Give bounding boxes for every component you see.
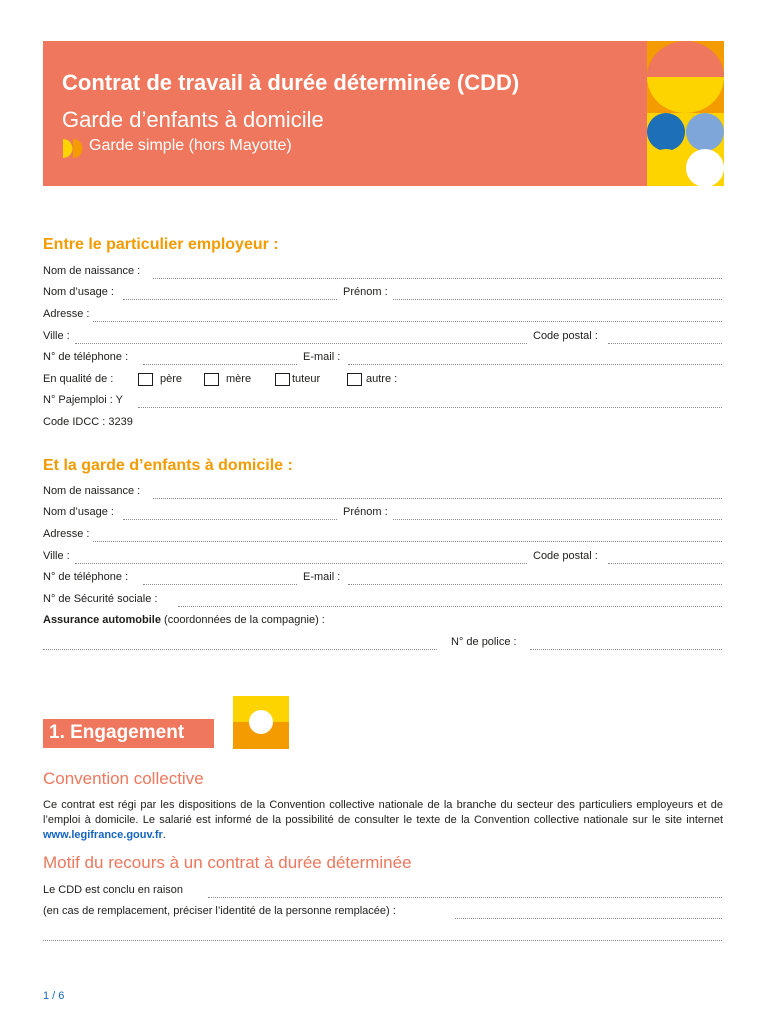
section-decorative-icon (233, 696, 289, 749)
legifrance-link[interactable]: www.legifrance.gouv.fr (43, 829, 163, 841)
employee-birth-name-row (43, 485, 722, 501)
header-banner (43, 41, 724, 186)
field-label: Prénom : (343, 506, 391, 518)
employee-address-row (43, 528, 722, 544)
field-label: E-mail : (303, 351, 343, 363)
employee-heading: Et la garde d’enfants à domicile : (43, 457, 293, 474)
employer-postal-code-field[interactable] (608, 343, 722, 344)
field-label: En qualité de : (43, 373, 116, 385)
employee-phone-row (43, 571, 722, 587)
employee-usage-name-row (43, 506, 722, 522)
section-1-title: 1. Engagement (49, 722, 185, 743)
field-label: Prénom : (343, 286, 391, 298)
employer-heading: Entre le particulier employeur : (43, 236, 279, 253)
employee-city-row (43, 550, 722, 566)
field-label: E-mail : (303, 571, 343, 583)
motif-field[interactable] (208, 897, 722, 898)
employee-social-security-row (43, 593, 722, 609)
employer-pajemploi-field[interactable] (138, 407, 722, 408)
employer-email-field[interactable] (348, 364, 722, 365)
option-label: autre : (366, 373, 398, 385)
field-label: N° de Sécurité sociale : (43, 593, 160, 605)
employer-city-field[interactable] (75, 343, 527, 344)
employee-social-security-field[interactable] (178, 606, 722, 607)
field-label: Nom d’usage : (43, 506, 117, 518)
employer-address-row (43, 308, 722, 324)
field-label: Nom de naissance : (43, 485, 143, 497)
half-circles-icon (63, 139, 83, 158)
field-label: (en cas de remplacement, préciser l’identité de la personne remplacée) : (43, 905, 399, 917)
checkbox-pere[interactable] (138, 373, 153, 386)
page-number: 1 / 6 (43, 990, 65, 1002)
employee-insurance-field[interactable] (43, 649, 437, 650)
employer-usage-name-field[interactable] (123, 299, 337, 300)
insurance-label-rest: (coordonnées de la compagnie) : (160, 614, 325, 626)
option-label: mère (226, 373, 252, 385)
document-variant: Garde simple (hors Mayotte) (89, 137, 292, 154)
option-label: père (160, 373, 183, 385)
field-label: Adresse : (43, 308, 92, 320)
replacement-field[interactable] (455, 918, 722, 919)
field-label: Nom de naissance : (43, 265, 143, 277)
decorative-pattern-icon (647, 41, 724, 186)
replacement-row-2 (43, 927, 722, 943)
motif-row (43, 884, 722, 900)
convention-heading: Convention collective (43, 769, 204, 788)
employee-address-field[interactable] (93, 541, 722, 542)
employee-policy-field[interactable] (530, 649, 722, 650)
employer-city-row (43, 330, 722, 346)
field-label: Ville : (43, 330, 73, 342)
checkbox-tuteur[interactable] (275, 373, 290, 386)
convention-paragraph (43, 798, 723, 843)
field-label: Adresse : (43, 528, 92, 540)
field-label: N° de téléphone : (43, 571, 131, 583)
employer-phone-field[interactable] (143, 364, 297, 365)
field-label: N° Pajemploi : Y (43, 394, 126, 406)
document-title: Contrat de travail à durée déterminée (CDD) (62, 70, 520, 95)
field-label: N° de téléphone : (43, 351, 131, 363)
field-label: Code postal : (533, 550, 601, 562)
field-label: Code postal : (533, 330, 601, 342)
employee-email-field[interactable] (348, 584, 722, 585)
document-subtitle: Garde d’enfants à domicile (62, 107, 324, 132)
field-label: Le CDD est conclu en raison (43, 884, 186, 896)
employee-usage-name-field[interactable] (123, 519, 337, 520)
checkbox-autre[interactable] (347, 373, 362, 386)
replacement-row (43, 905, 722, 921)
convention-end: . (162, 829, 166, 841)
field-label: N° de police : (451, 636, 520, 648)
employer-capacity-row (43, 373, 722, 389)
checkbox-mere[interactable] (204, 373, 219, 386)
motif-heading: Motif du recours à un contrat à durée déterminée (43, 853, 412, 872)
field-label: Nom d’usage : (43, 286, 117, 298)
field-label: Ville : (43, 550, 73, 562)
employee-postal-code-field[interactable] (608, 563, 722, 564)
employee-city-field[interactable] (75, 563, 527, 564)
convention-text: Ce contrat est régi par les dispositions de la Convention collective nationale de la branche du secteur des particuliers employeurs et de l’emploi à domicile. Le salarié est informé de la possibilité de consulter le texte de la Convention collective nationale sur le site internet (43, 799, 723, 826)
employer-phone-row (43, 351, 722, 367)
employer-birth-name-row (43, 265, 722, 281)
employee-first-name-field[interactable] (393, 519, 722, 520)
employer-address-field[interactable] (93, 321, 722, 322)
employee-insurance-field-row (43, 636, 722, 652)
insurance-label (43, 614, 328, 626)
employee-phone-field[interactable] (143, 584, 297, 585)
employer-first-name-field[interactable] (393, 299, 722, 300)
employer-birth-name-field[interactable] (153, 278, 722, 279)
option-label: tuteur (292, 373, 321, 385)
replacement-field-2[interactable] (43, 940, 722, 941)
employer-usage-name-row (43, 286, 722, 302)
insurance-label-bold: Assurance automobile (43, 614, 161, 626)
field-label: Code IDCC : 3239 (43, 416, 136, 428)
employer-pajemploi-row (43, 394, 722, 410)
section-1-title-box (43, 719, 214, 748)
employee-insurance-row (43, 614, 722, 630)
employee-birth-name-field[interactable] (153, 498, 722, 499)
employer-idcc-row (43, 416, 722, 432)
